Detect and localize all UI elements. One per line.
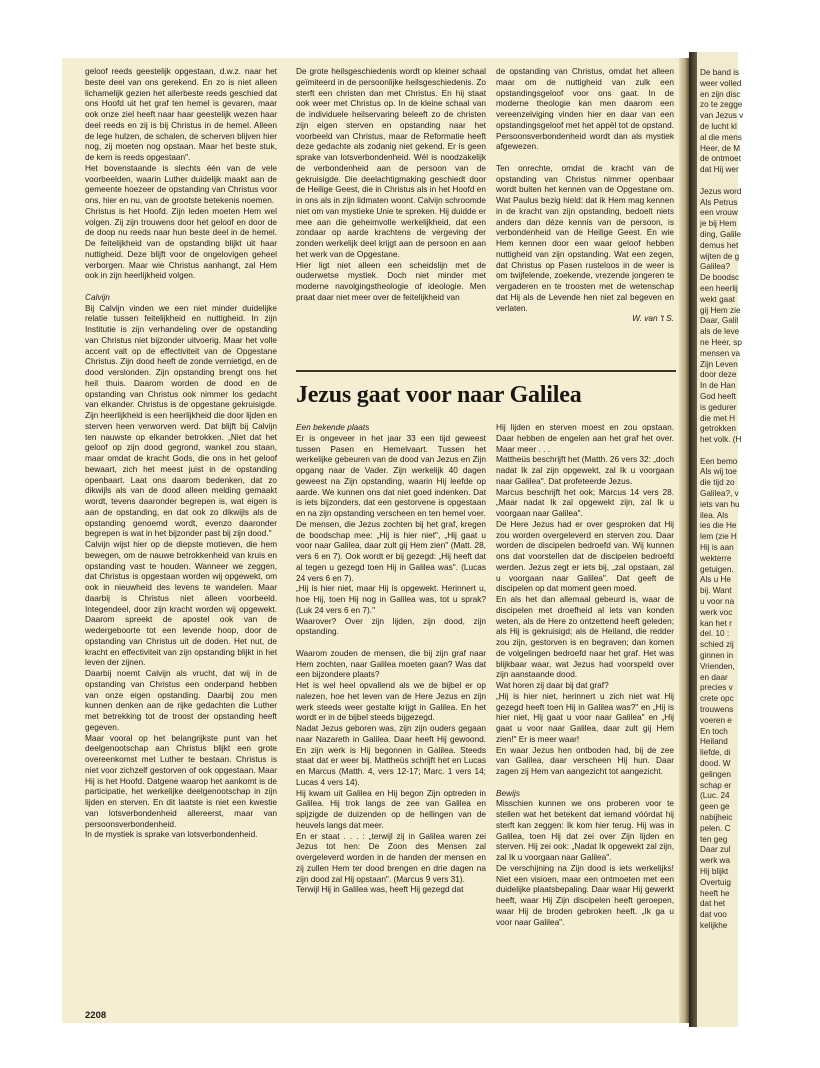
column-1 — [85, 66, 277, 840]
paragraph: Calvijn wijst hier op de diepste motieven, die hem bewegen, om de nauwe betrokkenheid van kruis en opstanding vast te houden. Wanneer we zeggen, dat Christus is opgestaan worden wij opgewekt, om ook in nieuwheid des levens te wandelen. Maar daarbij is Christus niet alleen voorbeeld. Integendeel, door zijn kracht worden wij opgewekt. Daarom spreekt de apostel ook van de wedergeboorte tot een levende hoop, door de opstanding van Christus uit de doden. Het nut, de kracht en effectiviteit van zijn opstanding blijkt in het leven der zijnen. — [85, 539, 277, 668]
paragraph: Hij kwam uit Galilea en Hij begon Zijn optreden in Galilea. Hij trok langs de zee van Galilea en spijzigde de duizenden op de hellingen van de heuvels langs dat meer. — [296, 787, 486, 830]
paragraph: geloof reeds geestelijk opgestaan, d.w.z. naar het beste deel van ons gerekend. En zo is niet alleen lichamelijk gezien het allerbeste reeds geschied dat ons Hoofd uit het graf ten hemel is gevaren, maar ook onze ziel heeft naar haar geestelijk wezen haar deel reeds en zij is bij Christus in de hemel. Alleen de lege hulzen, de schalen, de scherven blijven hier nog, zij moeten nog opstaan. Maar het beste stuk, de kern is reeds opgestaan". — [85, 66, 277, 162]
facing-page-line: Heer, de M — [700, 143, 741, 153]
facing-page-line: die met H — [700, 413, 736, 423]
facing-page-line: Hij blijkt — [700, 866, 729, 876]
facing-page-line: kelijkhe — [700, 920, 728, 930]
facing-page-line: getuigen. — [700, 564, 734, 574]
page-number: 2208 — [85, 1010, 107, 1021]
facing-page-line: demus het — [700, 240, 739, 250]
paragraph: De Here Jezus had er over gesproken dat Hij zou worden overgeleverd en sterven zou. Daar worden de discipelen bedroefd van. Wij kunnen ons dat voorstellen dat de discipelen bedroefd werden. Jezus zegt er iets bij, „zal opstaan, zal u voorgaan naar Galilea". Dat geeft de discipelen op dat moment geen moed. — [496, 518, 674, 594]
facing-page-line: wekterre — [700, 553, 732, 563]
facing-page-line: ding, Galile — [700, 229, 741, 239]
facing-page-line: Hij is aan — [700, 543, 734, 553]
facing-page-line: lem (zie H — [700, 532, 737, 542]
facing-page-line: al die mens — [700, 132, 742, 142]
article-headline: Jezus gaat voor naar Galilea — [296, 382, 582, 408]
facing-page-line: Een bemo — [700, 456, 738, 466]
section-divider — [296, 370, 676, 372]
subheading-een-bekende-plaats: Een bekende plaats — [296, 422, 370, 432]
facing-page-line: bij. Want — [700, 586, 732, 596]
facing-page-line: is gedurer — [700, 402, 737, 412]
facing-page-line: De band is — [700, 68, 740, 77]
facing-page-line: door deze — [700, 370, 737, 380]
facing-page-line: weer volled — [700, 78, 742, 88]
facing-page-line: God heeft — [700, 391, 736, 401]
facing-page-line: getrokken — [700, 424, 736, 434]
paragraph: Maar vooral op het belangrijkste punt van het deelgenootschap aan Christus blijkt een grote overeenkomst met Luther te bestaan. Christus is niet voor zichzelf gestorven of ook opgestaan. Maar Hij is het Hoofd. Datgene waarop het aankomt is de participatie, het werkelijke deelgenootschap in zijn lijden en sterven. En dit laatste is niet een kwestie van lotsverbondenheid allereerst, maar van persoonsverbondenheid. — [85, 732, 277, 829]
facing-page-line: werk voc — [700, 607, 733, 617]
paragraph: Hier ligt niet alleen een scheidslijn met de ouderwetse mystiek. Doch niet minder met moderne navolgingstheologie of ideologie. Men praat daar niet meer over de feitelijkheid van — [296, 259, 486, 302]
facing-page-line: van Jezus v — [700, 111, 744, 121]
facing-page-line: dood. W — [700, 759, 731, 768]
paragraph: „Hij is hier niet, herinnert u zich niet wat Hij gezegd heeft toen Hij in Galilea was?" en „Hij is hier niet, Hij gaat u voor naar Galilea" en „Hij gaat u voor naar Galilea, daar zult gij Hem zien!" Er is meer waar! — [496, 690, 674, 744]
facing-page-line: De boodsc — [700, 273, 740, 283]
paragraph: Het is wel heel opvallend als we de bijbel er op nalezen, hoe het leven van de Here Jezus en zijn werk steeds weer gestalte krijgt in Galilea. En het wordt er in de bijbel steeds bijgezegd. — [296, 680, 486, 723]
facing-page-line: werk wa — [700, 856, 731, 866]
facing-page-line: heeft he — [700, 888, 730, 898]
facing-page-line: schied zij — [700, 640, 734, 650]
paragraph: Waarover? Over zijn lijden, zijn dood, zijn opstanding. — [296, 615, 486, 637]
facing-page-line: dat Hij wer — [700, 165, 739, 175]
facing-page-line: voeren e — [700, 715, 732, 725]
binding-gutter — [689, 52, 697, 1027]
facing-page-line: En toch — [700, 726, 728, 736]
facing-page-line: ginnen in — [700, 651, 734, 661]
facing-page-line: In de Han — [700, 381, 736, 391]
facing-page-fragment — [697, 52, 744, 1027]
facing-page-line: een heerlij — [700, 283, 738, 293]
facing-page-line: del. 10 : — [700, 629, 730, 639]
paragraph: En als het dan allemaal gebeurd is, waar de discipelen met droefheid al iets van konden weten, als de Here zo ontzettend heeft geleden; als Hij is gekruisigd; als de Heiland, die redder zou zijn, gestorven is en begraven; dan komen de volgelingen bedroefd naar het graf. Het was blijkbaar waar, wat Jezus had voorspeld over zijn aanstaande dood. — [496, 594, 674, 680]
paragraph: Hij lijden en sterven moest en zou opstaan. Daar hebben de engelen aan het graf het over. Maar meer . . . — [496, 422, 674, 454]
paragraph: „Hij is hier niet, maar Hij is opgewekt. Herinnert u, hoe Hij, toen Hij nog in Galilea was, tot u sprak? (Luk 24 vers 6 en 7)." — [296, 583, 486, 615]
facing-page-line: Zijn Leven — [700, 359, 738, 369]
facing-page-line: Vrienden, — [700, 661, 735, 671]
facing-page-line: Jezus word — [700, 186, 742, 196]
facing-page-line: trouwens — [700, 705, 734, 715]
facing-page-line: gelingen — [700, 769, 731, 779]
paragraph: Misschien kunnen we ons proberen voor te stellen wat het betekent dat iemand vóórdat hij sterft kan zeggen: Ik kom hier terug. Hij was in Galilea, toen Hij dat zei over Zijn lijden en sterven. Hij zei ook: „Nadat Ik opgewekt zal zijn, zal Ik u voorgaan naar Galilea". — [496, 798, 674, 862]
facing-page-line: en daar — [700, 672, 728, 682]
subheading-calvijn: Calvijn — [85, 291, 110, 302]
paragraph: Daarbij noemt Calvijn als vrucht, dat wij in de opstanding van Christus een onderpand hebben van onze eigen opstanding. Daarbij zou men kunnen denken aan de rijke gedachten die Luther met betrekking tot de troost der opstanding heeft gegeven. — [85, 668, 277, 732]
facing-page-line: je bij Hem — [700, 219, 737, 229]
facing-page-line: Galilea? — [700, 262, 731, 272]
paragraph: Christus is het Hoofd. Zijn leden moeten Hem wel volgen. Zij zijn trouwens door het geloof en door de de doop nu reeds naar hun beste deel in de hemel. De feitelijkheid van de opstanding blijkt uit haar nuttigheid. Deze blijft voor de ongelovigen geheel verborgen. Maar wie Christus aanhangt, zal Hem ook in zijn heerlijkheid volgen. — [85, 205, 277, 281]
paragraph: Waarom zouden de mensen, die bij zijn graf naar Hem zochten, naar Galilea moeten gaan? Was dat een bijzondere plaats? — [296, 647, 486, 680]
facing-page-line — [700, 446, 820, 457]
facing-page-line: precies v — [700, 683, 733, 693]
paragraph: Er is ongeveer in het jaar 33 een tijd geweest tussen Pasen en Hemelvaart. Tussen het werkelijke gebeuren van de dood van Jezus en Zijn opgang naar de Vader. Zijn werkelijk 40 dagen geweest na Zijn opstanding, waarin Hij leefde op aarde. We kunnen ons dat niet goed indenken. Dat is iets bijzonders, dat een gestorvene is opgestaan en na zijn opstanding verscheen en ten hemel voer. — [296, 432, 486, 518]
facing-page-line: wijten de g — [700, 251, 740, 261]
paragraph: De grote heilsgeschiedenis wordt op kleiner schaal geïmiteerd in de persoonlijke heilsgeschiedenis. Zo sterft een christen dan met Christus. En hij staat ook weer met Christus op. In de kleine schaal van de individuele heilservaring beleeft zo de christen zijn eigen sterven en opstanding naar het voorbeeld van Christus, maar de Reformatie heeft deze gedachte als zodanig niet gekend. Er is geen sprake van lotsverbondenheid. Wél is noodzakelijk de verbondenheid aan de persoon van de gekruisigde. Die deelachtigmaking geschiedt door de Heilige Geest, die in Christus als in het Hoofd en in ons als in zijn lidmaten woont. Calvijn schroomde niet om van mystieke Unie te spreken. Hij duidde er mee aan die geheimvolle werkelijkheid, dat een zondaar op aarde krachtens de vergeving der zonden werkelijk deel krijgt aan de persoon en aan het werk van de Opgestane. — [296, 66, 487, 259]
paragraph: En waar Jezus hen ontboden had, bij de zee van Galilea, daar verscheen Hij hun. Daar zagen zij Hem van aangezicht tot aangezicht. — [496, 744, 674, 776]
paragraph: Mattheüs beschrijft het (Matth. 26 vers 32: „doch nadat Ik zal zijn opgewekt, zal Ik u voorgaan naar Galilea". Dat profeteerde Jezus. — [496, 454, 675, 486]
paragraph: de opstanding van Christus, omdat het alleen maar om de nuttigheid van zulk een opstandingsgeloof voor ons gaat. In de moderne theologie kan men daarom een vereenzelviging vinden hier en daar van een opstandingsgeloof met het appèl tot de opstand. Persoonsverbondenheid wordt dan als mystiek afgewezen. — [496, 66, 674, 152]
facing-page-text — [700, 68, 820, 932]
facing-page-line: de lucht kl — [700, 121, 737, 131]
paragraph: En er staat . . . : „terwijl zij in Galilea waren zei Jezus tot hen: De Zoon des Mensen zal overgeleverd worden in de handen der mensen en zij zullen Hem ter dood brengen en drie dagen na zijn dood zal Hij opstaan". (Marcus 9 vers 31). — [296, 830, 486, 884]
facing-page-line: (Luc. 24 — [700, 791, 730, 801]
facing-page-line: kan het r — [700, 618, 732, 628]
facing-page-line: en zijn disc — [700, 89, 741, 99]
subheading-bewijs: Bewijs — [496, 787, 520, 798]
facing-page-line: nabijheic — [700, 812, 733, 822]
facing-page-line: het volk. (H — [700, 435, 742, 445]
facing-page-line: Als Petrus — [700, 197, 738, 207]
facing-page-line: die tijd zo — [700, 478, 735, 488]
facing-page-line: crete opc — [700, 694, 734, 704]
facing-page-line: Galilea?, v — [700, 489, 739, 499]
facing-page-line: Daar, Galil — [700, 316, 739, 326]
page-edge — [679, 58, 689, 1023]
facing-page-line: een vrouw — [700, 208, 738, 218]
facing-page-line: pelen. C — [700, 823, 731, 833]
facing-page-line: Overtuig — [700, 877, 731, 887]
paragraph: Bij Calvijn vinden we een niet minder duidelijke relatie tussen feitelijkheid en nuttigheid. In zijn Institutie is zijn verhandeling over de opstanding van Christus niet bijzonder uitvoerig. Maar het volle accent valt op de effectiviteit van de Opgestane Christus. Zijn dood heeft de zonde vernietigd, en de dood verslonden. Zijn opstanding brengt ons het heil thuis. Daarom worden de dood en de opstanding van Christus ook nimmer los gedacht van elkander. Christus is de opgestane gekruisigde. Zijn heerlijkheid is een heerlijkheid die door lijden en sterven heen verworven werd. Dat blijft bij Calvijn ten nauwste op elkander betrokken. „Niet dat het geloof op zijn dood gegrond, wankel zou staan, maar omdat de kracht Gods, die ons in het geloof bewaart, zich het meest juist in de opstanding openbaart. Laat ons daarom bedenken, dat zo dikwijls als van de dood alleen melding gemaakt wordt, tevens daaronder begrepen is, wat eigen is aan de opstanding, en dat ook zo dikwijls als de opstanding genoemd wordt, evenzo daaronder begrepen is wat in het bijzonder past bij zijn dood." — [85, 302, 277, 539]
facing-page-line — [700, 176, 820, 187]
facing-page-line: ten geg — [700, 834, 728, 844]
facing-page-line: gij Hem zie — [700, 305, 741, 315]
author-signature: W. van 't S. — [632, 313, 674, 324]
facing-page-line: Als u He — [700, 575, 731, 585]
facing-page-line: ies die He — [700, 521, 737, 531]
facing-page-line: dat het — [700, 899, 726, 909]
column-2-top — [296, 66, 486, 303]
facing-page-line: Als wij toe — [700, 467, 737, 477]
paragraph: Terwijl Hij in Galilea was, heeft Hij gezegd dat — [296, 884, 464, 895]
column-3-article — [496, 422, 674, 927]
facing-page-line: Daar zul — [700, 845, 731, 855]
paragraph: Nadat Jezus geboren was, zijn zijn ouders gegaan naar Nazareth in Galilea. Daar heeft Hij gewoond. En zijn werk is Hij begonnen in Galilea. Steeds staat dat er weer bij. Mattheüs schrijft het en Lucas en Marcus (Matth. 4, vers 12-17; Marc. 1 vers 14; Lucas 4 vers 14). — [296, 723, 486, 787]
facing-page-line: iets van hu — [700, 499, 740, 509]
facing-page-line: dat voo — [700, 910, 727, 920]
paragraph: Ten onrechte, omdat de kracht van de opstanding van Christus nimmer openbaar wordt buiten het kennen van de Opgestane om. Wat Paulus bezig hield: dat ik Hem mag kennen in de kracht van zijn opstanding, bedoelt niets anders dan déze kennis van de persoon, is verbondenheid van de Heilige Geest. En wie Hem kennen door een waar geloof hebben nuttigheid van zijn opstanding. Wat een zegen, dat Christus op Pasen rusteloos in de weer is om twijfelende, zoekende, vrezende jongeren te vergaderen en te troosten met de wetenschap dat Hij als de Levende hen niet zal begeven en verlaten. — [496, 162, 674, 313]
facing-page-line: zo te zegge — [700, 100, 743, 110]
facing-page-line: u voor na — [700, 597, 735, 607]
facing-page-line: schap er — [700, 780, 732, 790]
paragraph: In de mystiek is sprake van lotsverbondenheid. — [85, 829, 258, 840]
paragraph: De verschijning na Zijn dood is iets werkelijks! Niet een visioen, maar een ontmoeten met een duidelijke plaatsbepaling. Daar waar Hij gewerkt heeft, waar Hij Zijn discipelen heeft geroepen, waar Hij de broden gebroken heeft. „Ik ga u voor naar Galilea". — [496, 862, 674, 927]
facing-page-line: geen ge — [700, 802, 730, 812]
facing-page-line: Heiland — [700, 737, 728, 747]
facing-page-line: ne Heer, sp — [700, 337, 742, 347]
paragraph: Marcus beschrijft het ook; Marcus 14 vers 28. „Maar nadat Ik zal opgewekt zijn, zal Ik u voorgaan naar Galilea". — [496, 486, 674, 518]
facing-page-line: liefde, di — [700, 748, 731, 758]
column-2-article — [296, 422, 486, 895]
paragraph: Het bovenstaande is slechts één van de vele voorbeelden, waarin Luther duidelijk maakt aan de gemeente hoezeer de opstanding van Christus voor ons, hier en nu, van de grootste betekenis noemen. — [85, 162, 277, 205]
facing-page-line: wekt gaat — [700, 294, 736, 304]
column-3-top — [496, 66, 674, 324]
facing-page-line: als de leve — [700, 327, 740, 337]
facing-page-line: mensen va — [700, 348, 741, 358]
paragraph: De mensen, die Jezus zochten bij het graf, kregen de boodschap mee: „Hij is hier niet", „Hij gaat u voor naar Galilea, daar zult gij Hem zien" (Matt. 28, vers 6 en 7). Ook wordt er bij gezegd: „Hij heeft dat al tegen u gezegd toen Hij in Galilea was". (Lucas 24 vers 6 en 7). — [296, 518, 486, 583]
facing-page-line: de ontmoet — [700, 154, 741, 164]
paragraph: Wat horen zij daar bij dat graf? — [496, 680, 609, 690]
facing-page-line: ilea. Als — [700, 510, 729, 520]
